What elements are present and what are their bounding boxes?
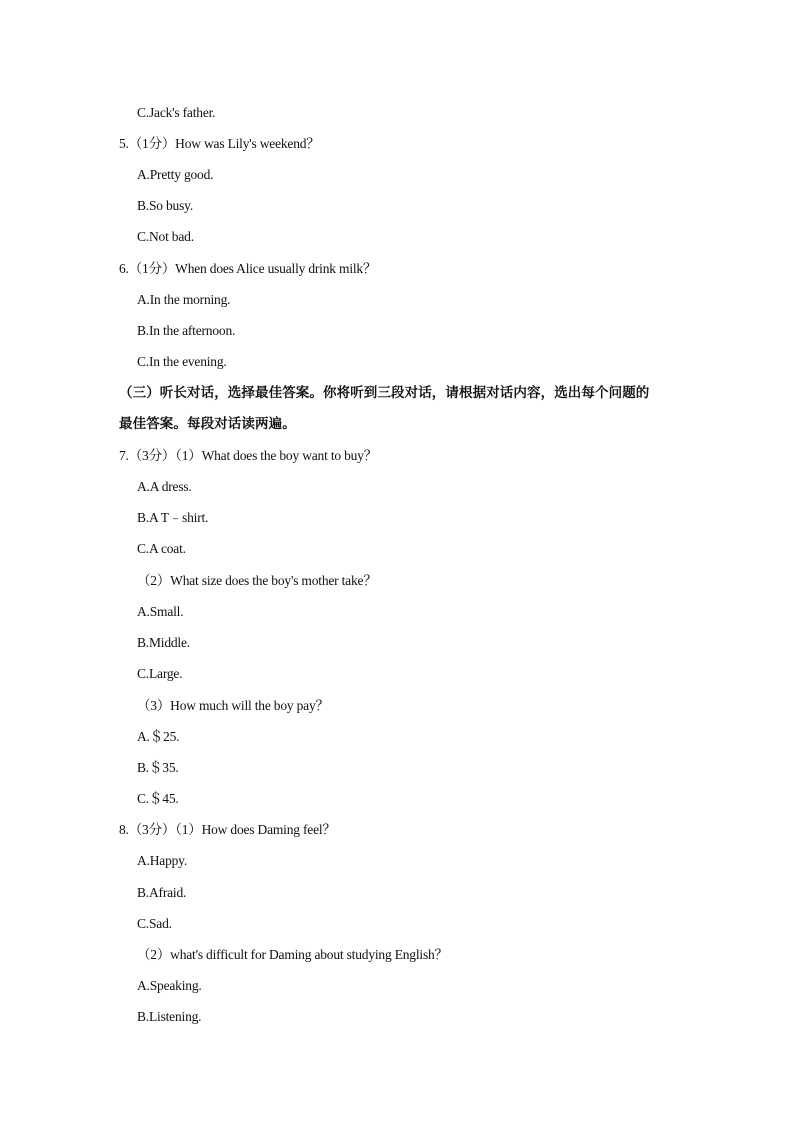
- option-line: B.A T﹣shirt.: [137, 510, 209, 525]
- option-line: B.＄35.: [137, 760, 179, 775]
- option-line: B.So busy.: [137, 198, 194, 213]
- option-line: A.Pretty good.: [137, 167, 214, 182]
- question-line: 6.（1分）When does Alice usually drink milk？: [119, 261, 377, 276]
- option-line: B.In the afternoon.: [137, 323, 236, 338]
- option-line: A.＄25.: [137, 729, 180, 744]
- sub-question-line: （3）How much will the boy pay？: [137, 698, 329, 713]
- option-line: A.Speaking.: [137, 978, 202, 993]
- option-line: C.＄45.: [137, 791, 179, 806]
- sub-question-line: （2）What size does the boy's mother take？: [137, 573, 377, 588]
- section-heading: （三）听长对话，选择最佳答案。你将听到三段对话，请根据对话内容，选出每个问题的: [119, 385, 650, 400]
- option-line: B.Afraid.: [137, 885, 187, 900]
- question-line: 7.（3分）（1）What does the boy want to buy？: [119, 448, 378, 463]
- option-line: C.Jack's father.: [137, 105, 216, 120]
- option-line: B.Middle.: [137, 635, 190, 650]
- option-line: C.A coat.: [137, 541, 186, 556]
- option-line: C.Large.: [137, 666, 183, 681]
- option-line: A.In the morning.: [137, 292, 231, 307]
- option-line: A.A dress.: [137, 479, 192, 494]
- option-line: C.In the evening.: [137, 354, 227, 369]
- question-line: 5.（1分）How was Lily's weekend？: [119, 136, 320, 151]
- section-heading: 最佳答案。每段对话读两遍。: [119, 416, 296, 431]
- question-line: 8.（3分）（1）How does Daming feel？: [119, 822, 336, 837]
- option-line: A.Small.: [137, 604, 184, 619]
- sub-question-line: （2）what's difficult for Daming about studying English？: [137, 947, 448, 962]
- option-line: C.Not bad.: [137, 229, 194, 244]
- option-line: B.Listening.: [137, 1009, 202, 1024]
- option-line: A.Happy.: [137, 853, 188, 868]
- option-line: C.Sad.: [137, 916, 172, 931]
